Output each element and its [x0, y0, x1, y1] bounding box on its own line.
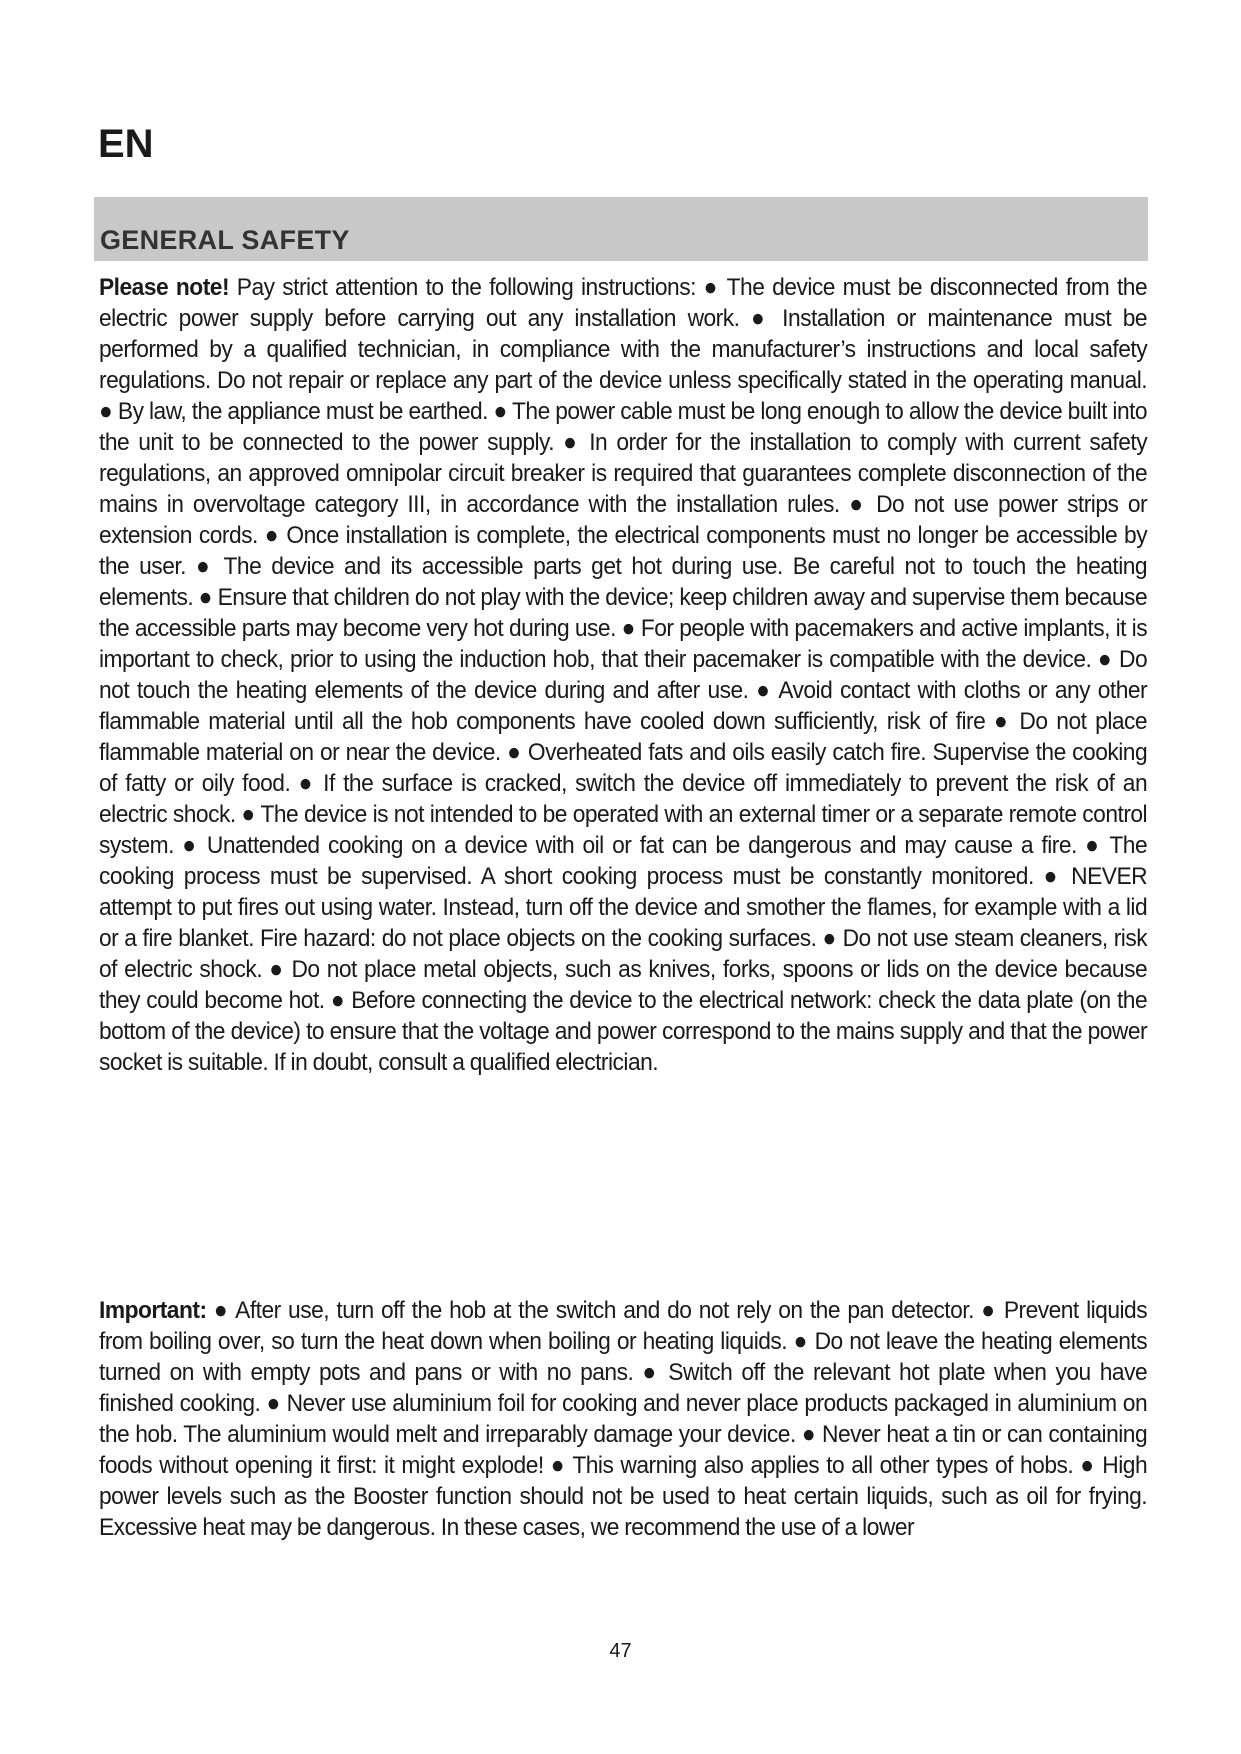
- section-header-bar: [94, 197, 1148, 261]
- important-paragraph: [99, 1295, 1147, 1543]
- page-number: 47: [609, 1640, 632, 1662]
- paragraph-lead: Please note!: [99, 274, 230, 301]
- paragraph-text: Pay strict attention to the following instructions: ● The device must be disconnected from the electric power supply before carrying out any installation work. ● Installation or maintenance must be performed by a qualified technician, in compliance with the manufacturer’s instructions and local safety regulations. Do not repair or replace any part of the device unless specifically stated in the operating manual. ● By law, the appliance must be earthed. ● The power cable must be long enough to allow the device built into the unit to be connected to the power supply. ● In order for the installation to comply with current safety regulations, an approved omnipolar circuit breaker is required that guarantees complete disconnection of the mains in overvoltage category III, in accordance with the installation rules. ● Do not use power strips or extension cords. ● Once installation is complete, the electrical components must no longer be accessible by the user. ● The device and its accessible parts get hot during use. Be careful not to touch the heating elements. ● Ensure that children do not play with the device; keep children away and supervise them because the accessible parts may become very hot during use. ● For people with pacemakers and active implants, it is important to check, prior to using the induction hob, that their pacemaker is compatible with the device. ● Do not touch the heating elements of the device during and after use. ● Avoid contact with cloths or any other flammable material until all the hob components have cooled down sufficiently, risk of fire ● Do not place flammable material on or near the device. ● Overheated fats and oils easily catch fire. Supervise the cooking of fatty or oily food. ● If the surface is cracked, switch the device off immediately to prevent the risk of an electric shock. ● The device is not intended to be operated with an external timer or a separate remote control system. ● Unattended cooking on a device with oil or fat can be dangerous and may cause a fire. ● The cooking process must be supervised. A short cooking process must be constantly monitored. ● NEVER attempt to put fires out using water. Instead, turn off the device and smother the flames, for example with a lid or a fire blanket. Fire hazard: do not place objects on the cooking surfaces. ● Do not use steam cleaners, risk of electric shock. ● Do not place metal objects, such as knives, forks, spoons or lids on the device because they could become hot. ● Before connecting the device to the electrical network: check the data plate (on the bottom of the device) to ensure that the voltage and power correspond to the mains supply and that the power socket is suitable. If in doubt, consult a qualified electrician.: [99, 274, 1148, 1076]
- language-code: EN: [98, 122, 154, 166]
- safety-paragraph: [99, 272, 1147, 1078]
- section-title: GENERAL SAFETY: [100, 225, 350, 255]
- paragraph-text: ● After use, turn off the hob at the switch and do not rely on the pan detector. ● Prevent liquids from boiling over, so turn the heat down when boiling or heating liquids. ● Do not leave the heating elements turned on with empty pots and pans or with no pans. ● Switch off the relevant hot plate when you have finished cooking. ● Never use aluminium foil for cooking and never place products packaged in aluminium on the hob. The aluminium would melt and irreparably damage your device. ● Never heat a tin or can containing foods without opening it first: it might explode! ● This warning also applies to all other types of hobs. ● High power levels such as the Booster function should not be used to heat certain liquids, such as oil for frying. Excessive heat may be dangerous. In these cases, we recommend the use of a lower: [99, 1297, 1148, 1541]
- paragraph-lead: Important:: [99, 1297, 207, 1324]
